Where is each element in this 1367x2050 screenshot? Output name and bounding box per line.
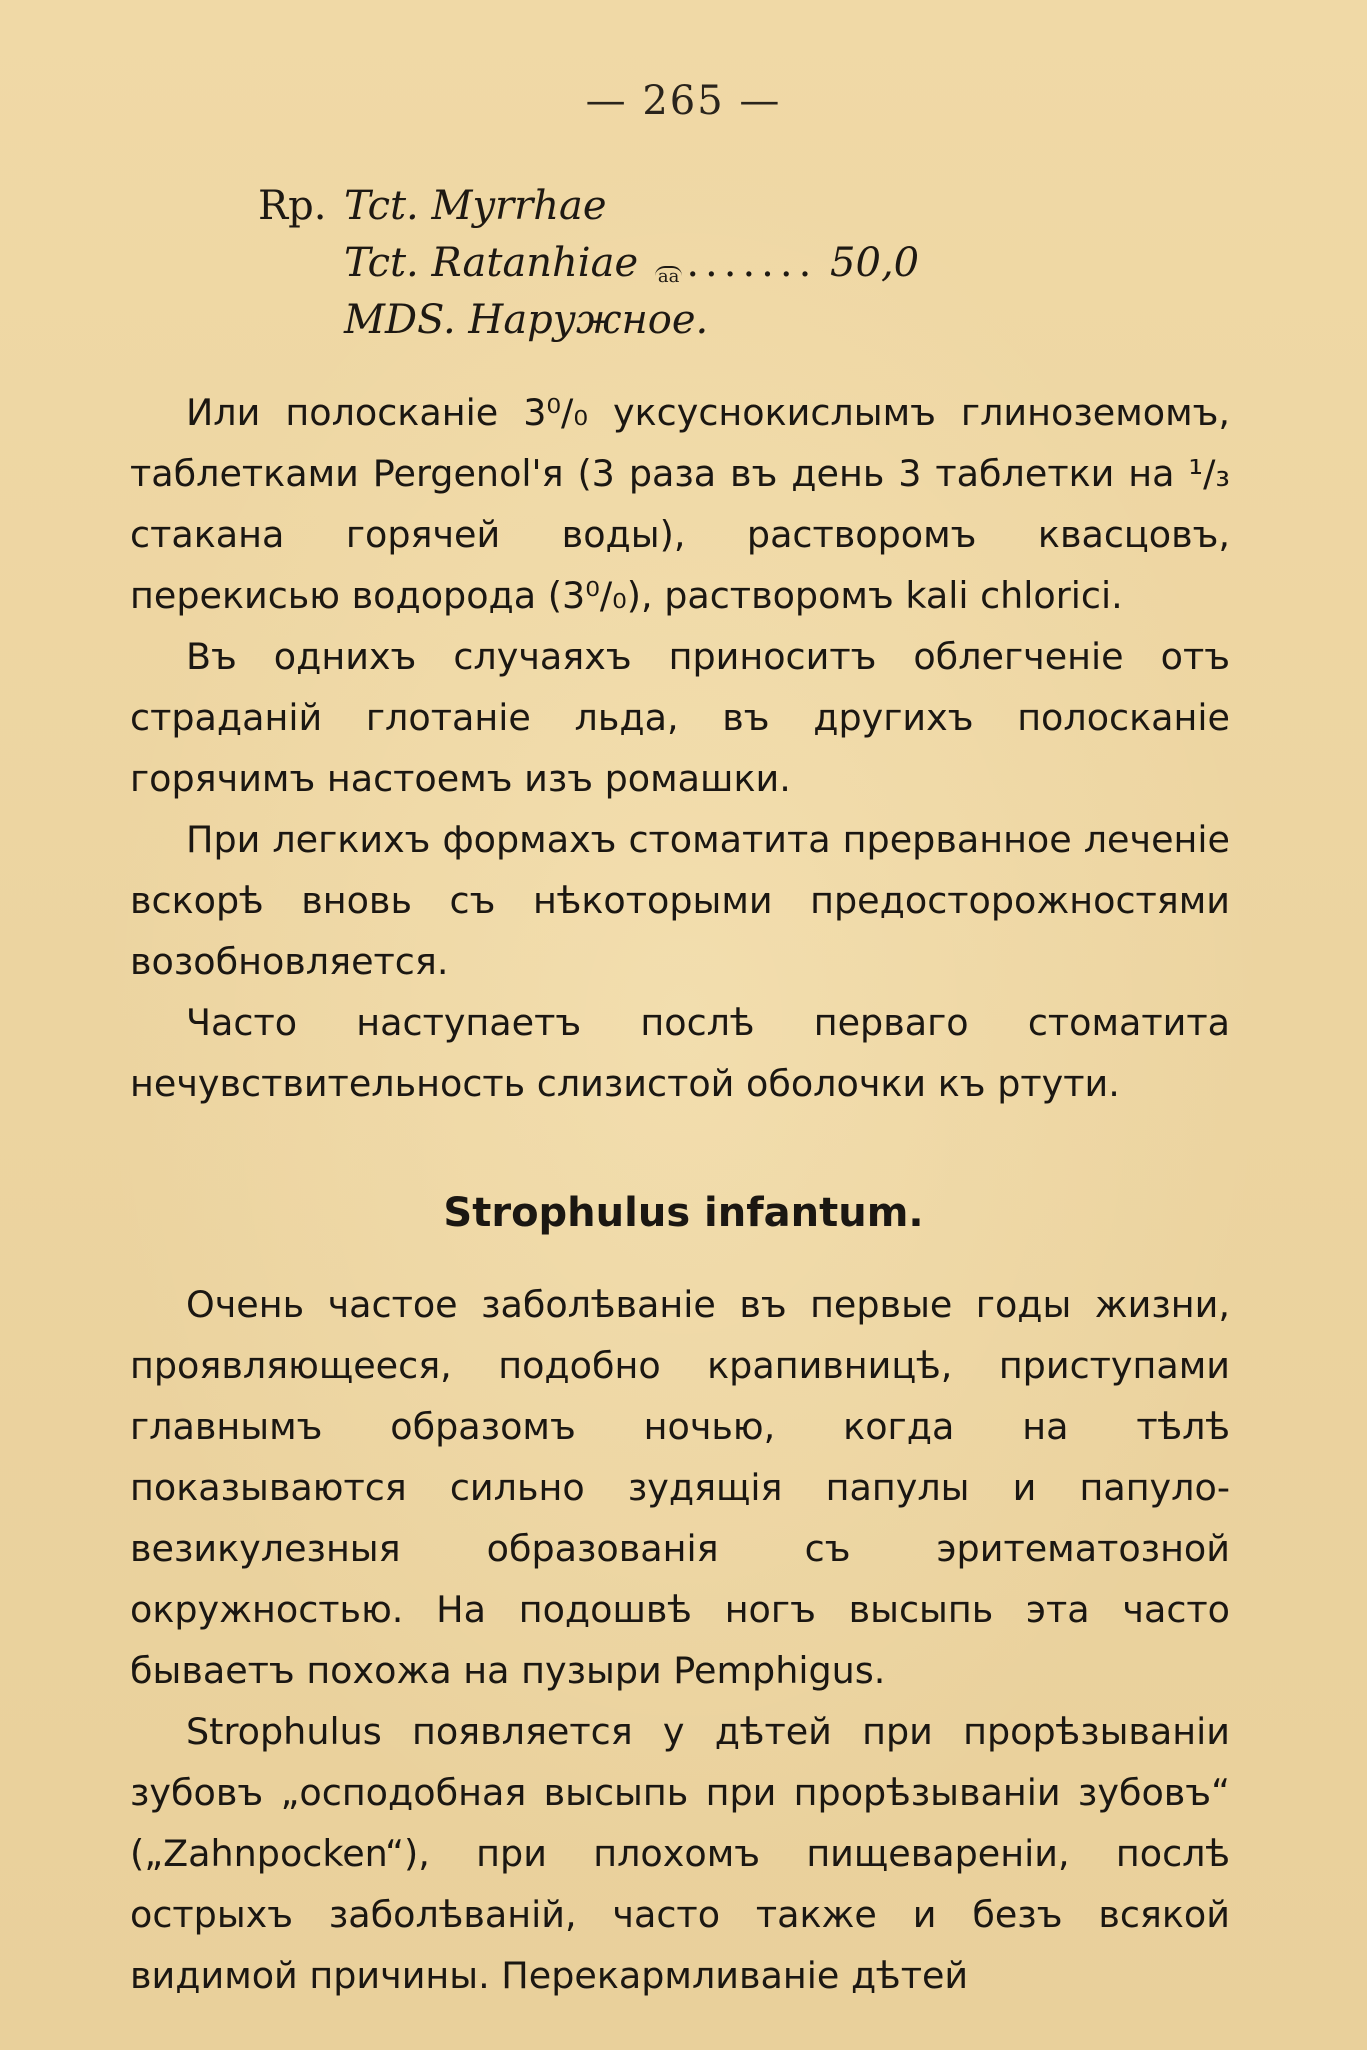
prescription-block <box>258 178 1258 349</box>
prescription-line-3 <box>258 292 1258 349</box>
paragraph: Часто наступаетъ послѣ перваго стоматита нечувствительность слизистой оболочки къ ртути. <box>130 1001 1230 1105</box>
prescription-dots: ....... <box>686 240 818 286</box>
text-block-bottom <box>130 1274 1230 2006</box>
section-heading: Strophulus infantum. <box>443 1190 924 1236</box>
prescription-line-1 <box>258 178 1258 235</box>
page-number: — 265 — <box>585 78 782 124</box>
prescription-amount: 50,0 <box>830 240 920 286</box>
paragraph: При легкихъ формахъ стоматита прерванное леченіе вскорѣ вновь съ нѣкоторыми предосторожностями возобновляется. <box>130 818 1230 983</box>
prescription-line-2 <box>258 235 1258 292</box>
prescription-directions: MDS. Наружное. <box>344 297 709 343</box>
prescription-label: Rp. <box>258 183 327 229</box>
ana-partes-mark: aa <box>655 266 682 286</box>
prescription-ingredient-2: Tct. Ratanhiae <box>344 240 639 286</box>
paragraph: Strophulus появляется у дѣтей при прорѣзываніи зубовъ „осподобная высыпь при прорѣзываніи зубовъ“ („Zahnpocken“), при плохомъ пищевареніи, послѣ острыхъ заболѣваній, часто также и безъ всякой видимой причины. Перекармливаніе дѣтей <box>130 1710 1230 1997</box>
paragraph: Или полосканіе 3⁰/₀ уксуснокислымъ глиноземомъ, таблетками Pergenol'я (3 раза въ день 3 таблетки на ¹/₃ стакана горячей воды), растворомъ квасцовъ, перекисью водорода (3⁰/₀), растворомъ kali chlorici. <box>130 391 1230 617</box>
prescription-ingredient-1: Tct. Myrrhae <box>344 183 607 229</box>
paragraph: Въ однихъ случаяхъ приноситъ облегченіе отъ страданій глотаніе льда, въ другихъ полосканіе горячимъ настоемъ изъ ромашки. <box>130 635 1230 800</box>
text-block-top <box>130 382 1230 1114</box>
paragraph: Очень частое заболѣваніе въ первые годы жизни, проявляющееся, подобно крапивницѣ, приступами главнымъ образомъ ночью, когда на тѣлѣ показываются сильно зудящія папулы и папуло-везикулезныя образованія съ эритематозной окружностью. На подошвѣ ногъ высыпь эта часто бываетъ похожа на пузыри Pemphigus. <box>130 1283 1230 1692</box>
